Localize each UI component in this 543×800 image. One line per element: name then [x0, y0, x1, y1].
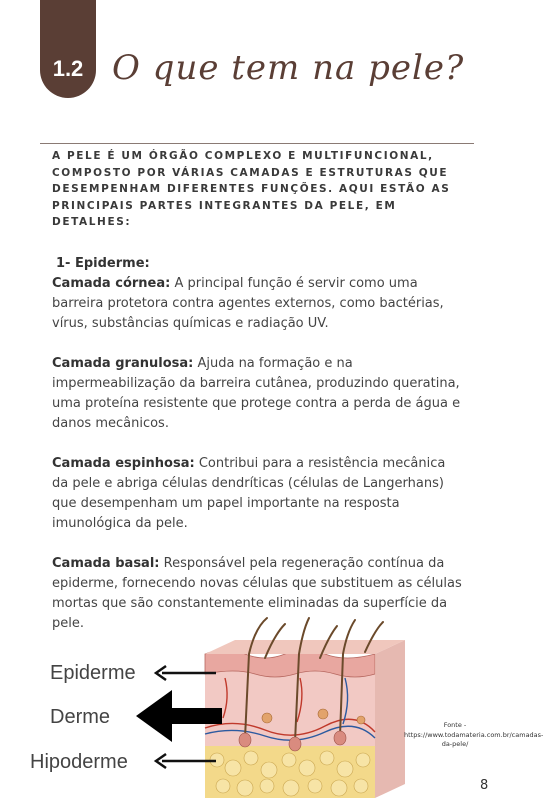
intro-text: A PELE É UM ÓRGÃO COMPLEXO E MULTIFUNCIONAL, COMPOSTO POR VÁRIAS CAMADAS E ESTRUTURAS QUE DESEMPENHAM DIFERENTES FUNÇÕES. AQUI ESTÃO AS PRINCIPAIS PARTES INTEGRANTES DA PELE, EM DETALHES:: [52, 150, 451, 228]
layer-name: Camada córnea:: [52, 276, 171, 291]
top-face: [205, 640, 405, 654]
divider: [40, 143, 474, 144]
section-number: 1.2: [52, 56, 84, 81]
arrow-left-large-icon: [136, 690, 222, 742]
layer-text: Ajuda na formação e na impermeabilização da barreira cutânea, produzindo queratina, uma proteína resistente que protege contra a perda de água e danos mecânicos.: [52, 356, 461, 431]
source-note: Fonte - https://www.todamateria.com.br/camadas-da-pele/: [404, 721, 543, 748]
label-epiderme: Epiderme: [50, 662, 136, 684]
layer-text: Responsável pela regeneração contínua da epiderme, fornecendo novas células que substituem as células mortas que são constantemente eliminadas da superfície da pele.: [52, 556, 462, 631]
skin-diagram: [205, 618, 408, 798]
layer-name: Camada granulosa:: [52, 356, 194, 371]
page-title: O que tem na pele?: [112, 48, 465, 88]
label-derme: Derme: [50, 706, 111, 728]
section-heading: 1- Epiderme:: [56, 256, 150, 271]
layer-name: Camada basal:: [52, 556, 160, 571]
layer-cornea: [52, 274, 462, 334]
side-face: [375, 640, 405, 798]
layer-text: A principal função é servir como uma barreira protetora contra agentes externos, como bactérias, vírus, substâncias químicas e radiação UV.: [52, 276, 444, 331]
section-number-tab: [40, 0, 96, 98]
page-number: 8: [480, 778, 489, 793]
arrow-left-icon: [154, 752, 216, 770]
layer-granulosa: [52, 354, 462, 434]
layer-text: Contribui para a resistência mecânica da pele e abriga células dendríticas (células de Langerhans) que desempenham um papel importante na resposta imunológica da pele.: [52, 456, 446, 531]
layer-espinhosa: [52, 454, 462, 534]
label-hipoderme: Hipoderme: [30, 751, 128, 773]
arrow-left-icon: [154, 664, 216, 682]
layer-name: Camada espinhosa:: [52, 456, 195, 471]
